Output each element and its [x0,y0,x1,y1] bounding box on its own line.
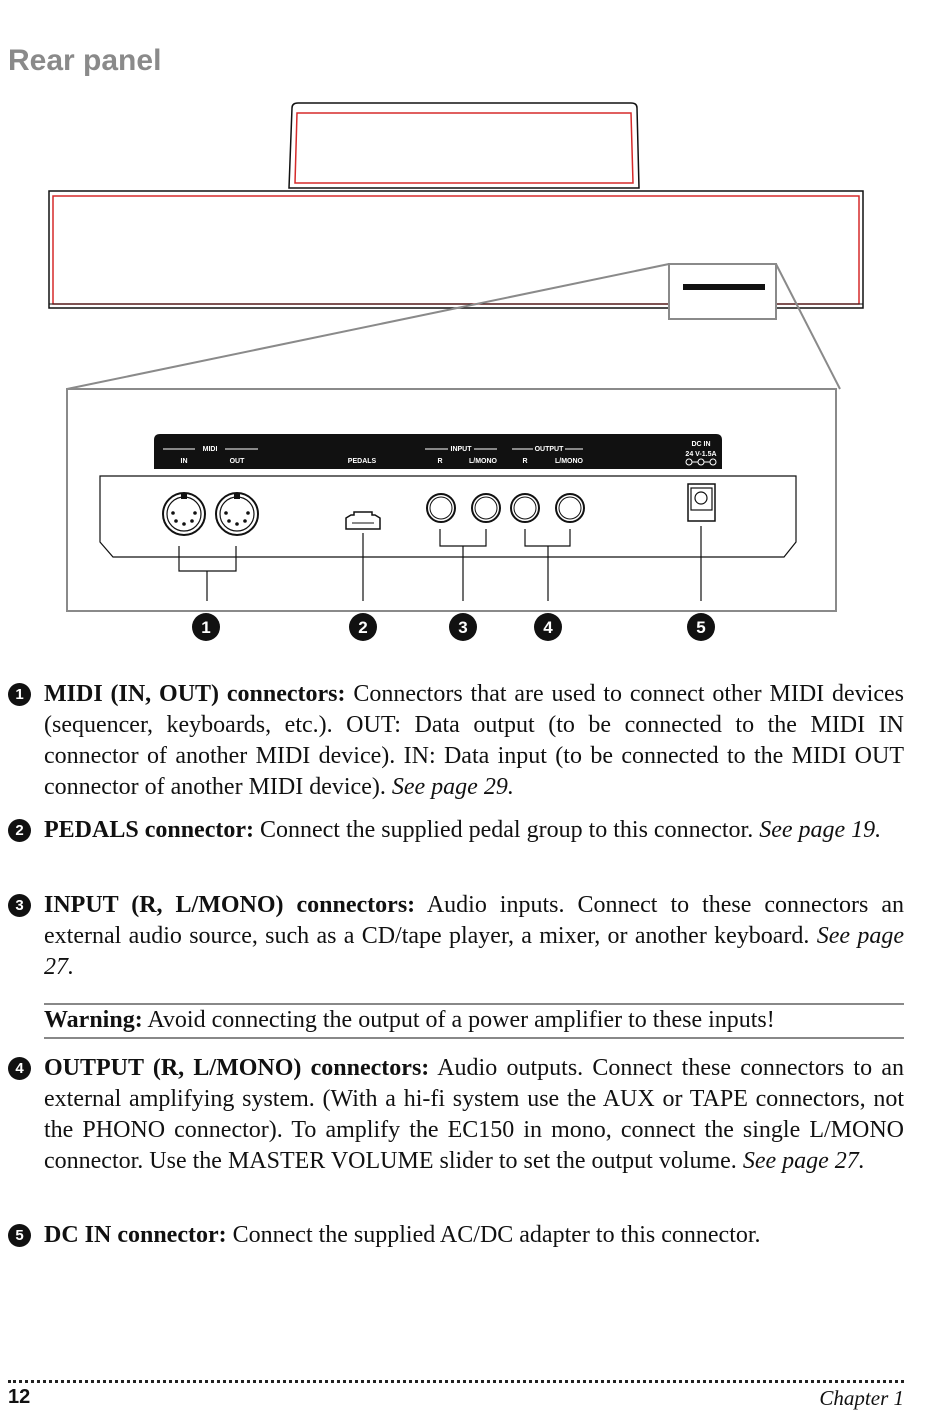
input-r-jack [427,494,455,522]
label-input-lmono: L/MONO [469,458,497,465]
warning-text: Avoid connecting the output of a power amplifier to these inputs! [142,1007,775,1033]
item-ref: See page 19. [759,817,882,843]
label-dcin: DC IN [691,441,711,448]
label-input: INPUT [450,446,472,453]
output-lmono-jack [556,494,584,522]
callout-5 [687,613,715,641]
item-ref: See page 27. [742,1148,865,1174]
callout-1 [192,613,220,641]
item-midi-connectors [8,679,904,803]
item-output-connectors [8,1053,904,1177]
footer-divider [8,1380,904,1383]
label-output-lmono: L/MONO [555,458,583,465]
midi-in-connector [163,493,205,535]
item-title: MIDI (IN, OUT) connectors: [44,681,346,707]
svg-text:3: 3 [458,618,468,637]
item-title: OUTPUT (R, L/MONO) connectors: [44,1055,430,1081]
callout-3 [449,613,477,641]
item-dcin-connector [8,1220,904,1251]
music-rest [289,103,639,188]
item-number: 4 [8,1057,31,1080]
mini-connector-strip [683,284,765,290]
midi-out-connector [216,493,258,535]
label-out: OUT [229,458,245,465]
page-title: Rear panel [8,44,162,77]
item-title: DC IN connector: [44,1222,227,1248]
item-body: Audio outputs. Connect these connectors to an external amplifying system. (With a hi-fi system use the AUX or TAPE connectors, not the PHONO connector). To amplify the EC150 in mono, connect the single L/MONO connector. Use the MASTER VOLUME slider to set the output volume. [44,1055,905,1174]
label-midi: MIDI [202,446,218,453]
item-ref: See page 27. [44,923,904,980]
label-in: IN [180,458,188,465]
item-input-connectors [8,890,904,983]
callout-4 [534,613,562,641]
input-lmono-jack [472,494,500,522]
output-r-jack [511,494,539,522]
item-title: PEDALS connector: [44,817,254,843]
warning-label: Warning: [44,1007,143,1033]
label-pedals: PEDALS [347,458,377,465]
item-number: 2 [8,819,31,842]
item-body: Connect the supplied AC/DC adapter to this connector. [226,1222,761,1248]
item-number: 3 [8,894,31,917]
callout-2 [349,613,377,641]
svg-text:2: 2 [358,618,368,637]
item-body: Audio inputs. Connect to these connectors an external audio source, such as a CD/tape player, a mixer, or another keyboard. [44,892,905,949]
chapter-label: Chapter 1 [819,1386,904,1410]
item-ref: See page 29. [391,774,514,800]
svg-text:4: 4 [543,618,553,637]
rear-panel-diagram [0,0,950,660]
svg-text:5: 5 [696,618,706,637]
item-body: Connect the supplied pedal group to this connector. [253,817,760,843]
zoom-box [669,264,776,319]
music-rest-inner [295,113,633,183]
item-body: Connectors that are used to connect other MIDI devices (sequencer, keyboards, etc.). OUT: Data output (to be connected to the MIDI IN connector of another MIDI device). IN: Data input (to be connected to the MIDI OUT connector of another MIDI device). [44,681,904,800]
item-number: 5 [8,1224,31,1247]
item-title: INPUT (R, L/MONO) connectors: [44,892,416,918]
page-number: 12 [8,1386,31,1408]
label-dcin-rating: 24 V-1.5A [685,451,717,458]
label-output: OUTPUT [534,446,564,453]
label-input-r: R [437,458,443,465]
dc-in-connector [688,484,715,521]
label-output-r: R [522,458,528,465]
svg-text:1: 1 [201,618,211,637]
item-pedals-connector [8,815,904,846]
pedals-connector [346,512,380,529]
warning-box [44,1003,904,1039]
item-number: 1 [8,683,31,706]
